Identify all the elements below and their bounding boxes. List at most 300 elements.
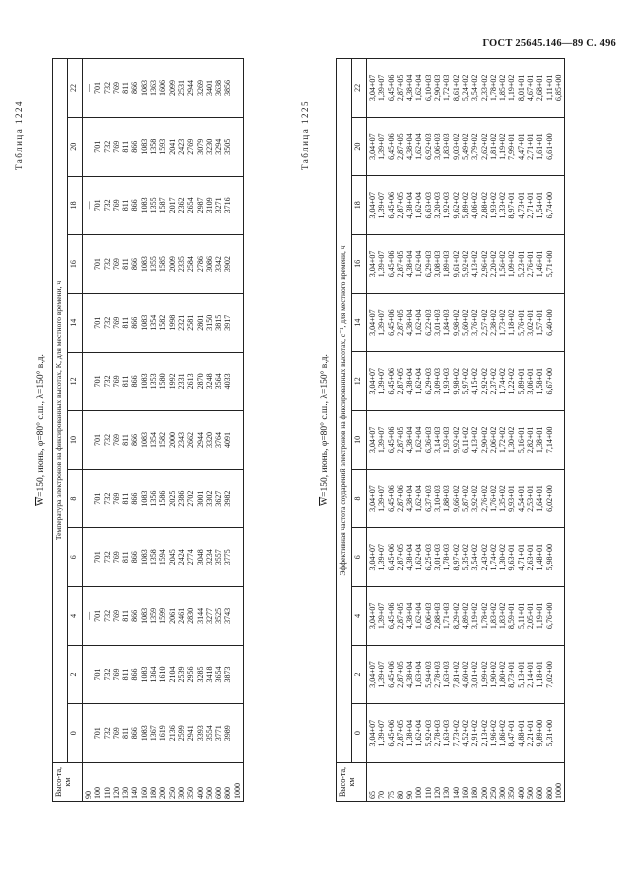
table-value: 1,96+02: [488, 719, 498, 747]
table-value: 3764: [214, 431, 224, 448]
table-value: 3150: [204, 314, 214, 331]
table-value: 866: [130, 727, 140, 740]
table-value: 1,39+07: [377, 367, 387, 395]
height-value: 200: [479, 787, 489, 799]
table-value: 732: [102, 375, 112, 388]
table-value: 3001: [195, 490, 205, 507]
table-value: 769: [111, 258, 121, 271]
height-value: 65: [368, 791, 377, 799]
height-value: 180: [470, 787, 480, 799]
table-value: 7,81+02: [451, 661, 461, 688]
height-value: 90: [405, 791, 415, 799]
table-value: 1587: [158, 197, 168, 214]
table-value: 1,83+03: [442, 133, 452, 160]
table-value: 1,63+03: [442, 661, 452, 688]
hour-column-cell: [83, 469, 244, 528]
hour-header: 2: [352, 645, 367, 704]
table-value: 3048: [195, 549, 205, 566]
table-value: 2,76+02: [479, 485, 489, 512]
table-value: 1,62+04: [414, 192, 424, 219]
table-value: 3418: [204, 666, 214, 683]
table-value: 2,78+03: [433, 719, 443, 747]
table-1224-label: Таблица 1224: [14, 100, 24, 170]
table-value: 3401: [204, 79, 214, 96]
table-value: 701: [93, 433, 103, 446]
table-value: 1,83+02: [488, 602, 498, 630]
table-value: 1,78+03: [442, 543, 452, 571]
table-value: 701: [93, 727, 103, 740]
table-value: 2331: [176, 373, 186, 390]
hour-column-cell: [83, 293, 244, 352]
table-value: 1,19+02: [507, 74, 517, 102]
hour-column-cell: [367, 117, 565, 176]
height-value: 250: [488, 787, 498, 799]
hour-column-cell: [83, 352, 244, 411]
table-value: 2539: [176, 666, 186, 683]
table-value: 701: [93, 316, 103, 329]
table-value: 1,39+07: [377, 192, 387, 219]
hour-header: 22: [352, 59, 367, 118]
table-value: 6,25+03: [423, 543, 433, 571]
table-value: 701: [93, 551, 103, 564]
table-value: 1,74+02: [488, 543, 498, 571]
table-value: 2,87+05: [395, 309, 405, 336]
table-value: 9,63+01: [507, 543, 517, 571]
table-value: 2461: [176, 607, 186, 624]
table-value: 6,45+06: [386, 74, 396, 102]
table-value: 1,90+02: [488, 661, 498, 688]
table-value: 1,62+04: [414, 543, 424, 571]
table-value: 1,30+02: [507, 426, 517, 454]
table-value: 3,20+03: [433, 192, 443, 219]
hour-column-cell: [367, 293, 565, 352]
table-value: [554, 413, 563, 467]
table-value: 1,76+02: [488, 485, 498, 512]
table-value: 2,21+01: [526, 719, 536, 747]
table-value: 1083: [139, 256, 149, 273]
table-value: 866: [130, 433, 140, 446]
table-value: 3,06+01: [526, 367, 536, 395]
table-value: 7,73+02: [451, 719, 461, 747]
table-value: 6,45+06: [386, 661, 396, 688]
table-value: 4,47+01: [516, 133, 526, 160]
table-value: 1,93+02: [488, 192, 498, 219]
table-value: 866: [130, 140, 140, 153]
table-value: —: [84, 201, 93, 210]
height-value: 160: [460, 787, 470, 799]
hour-header: 4: [68, 587, 83, 646]
table-value: 732: [102, 727, 112, 740]
table-value: —: [84, 611, 93, 620]
table-value: [554, 237, 563, 291]
table-1224-title: [36, 50, 46, 810]
table-row: [83, 59, 244, 802]
standard-designation: ГОСТ 25645.146—89 С. 496: [482, 38, 616, 49]
table-value: 3234: [204, 549, 214, 566]
table-value: 8,59+01: [507, 602, 517, 630]
table-value: [554, 120, 563, 174]
table-value: 2941: [186, 725, 196, 742]
table-value: 769: [111, 668, 121, 681]
table-value: 2944: [195, 431, 205, 448]
table-value: 3,04+07: [368, 74, 377, 102]
hour-header: 4: [352, 587, 367, 646]
hour-header: 8: [352, 469, 367, 528]
table-value: 4,89+02: [460, 602, 470, 630]
table-value: 9,93+01: [507, 485, 517, 512]
table-value: 732: [102, 81, 112, 94]
table-value: 1,62+04: [414, 133, 424, 160]
hour-header: 12: [68, 352, 83, 411]
table-value: 4,38+04: [405, 250, 415, 278]
table-value: 6,45+06: [386, 367, 396, 395]
table-value: 3,10+03: [433, 485, 443, 512]
table-value: 3,04+07: [368, 426, 377, 454]
hour-header: 20: [352, 117, 367, 176]
table-value: 5,87+02: [460, 485, 470, 512]
hour-column-cell: [367, 352, 565, 411]
table-value: 2,06+02: [488, 426, 498, 454]
table-value: 2,43+02: [479, 543, 489, 571]
table-value: 3285: [195, 666, 205, 683]
table-value: 2343: [176, 431, 186, 448]
table-value: 1,58+01: [535, 367, 545, 395]
table-value: 701: [93, 492, 103, 505]
table-value: 1582: [158, 431, 168, 448]
table-value: 2,53+01: [526, 485, 536, 512]
table-value: 8,47+01: [507, 719, 517, 747]
table-value: [554, 178, 563, 232]
table-value: 4,06+02: [470, 192, 480, 219]
table-value: 2,87+05: [395, 719, 405, 747]
table-value: 9,03+02: [451, 133, 461, 160]
table-value: 1,92+03: [442, 192, 452, 219]
table-value: [554, 530, 563, 584]
table-value: 1,19+01: [535, 602, 545, 630]
height-value: 1000: [553, 783, 563, 799]
table-value: 6,22+03: [423, 309, 433, 336]
table-value: 6,45+06: [386, 543, 396, 571]
table-value: 4,38+04: [405, 485, 415, 512]
table-value: 2,78+03: [433, 661, 443, 688]
table-value: 866: [130, 199, 140, 212]
table-1224-caption: Температура электронов на фиксированных высотах, K, для местного времени, ч: [53, 59, 68, 763]
table-value: 866: [130, 375, 140, 388]
table-value: 6,61+00: [544, 133, 554, 160]
table-value: 2531: [176, 79, 186, 96]
table-value: 811: [121, 668, 131, 681]
table-value: [554, 706, 563, 760]
table-value: 2,38+02: [488, 309, 498, 336]
table-value: 811: [121, 375, 131, 388]
table-value: 3294: [214, 138, 224, 155]
table-value: 2,87+06: [395, 485, 405, 512]
table-value: 2025: [167, 490, 177, 507]
table-value: [84, 530, 93, 584]
table-value: 1585: [158, 256, 168, 273]
table-value: 2,92+02: [479, 367, 489, 395]
table-value: 3525: [214, 607, 224, 624]
table-1225: [336, 58, 565, 802]
table-value: 1,63+04: [414, 661, 424, 688]
hour-header: 18: [68, 176, 83, 235]
table-value: 2,91+02: [470, 719, 480, 747]
table-value: 1,74+02: [498, 367, 508, 395]
table-value: 1,62+04: [414, 309, 424, 336]
table-value: 3,04+07: [368, 192, 377, 219]
table-value: 4091: [223, 431, 233, 448]
table-value: 2,87+05: [395, 250, 405, 278]
table-value: [84, 706, 93, 760]
table-value: 1,86+02: [498, 719, 508, 747]
table-value: 769: [111, 375, 121, 388]
table-value: 4,54+01: [516, 485, 526, 512]
table-value: 1610: [158, 666, 168, 683]
table-value: 4,38+04: [405, 192, 415, 219]
table-value: 2,57+02: [479, 309, 489, 336]
hour-column-cell: [367, 176, 565, 235]
table-value: 2,14+01: [526, 661, 536, 688]
table-value: 5,60+02: [460, 309, 470, 336]
table-value: 732: [102, 316, 112, 329]
hour-header: 6: [352, 528, 367, 587]
table-value: 3248: [204, 373, 214, 390]
table-value: 701: [93, 81, 103, 94]
table-value: 3,01+03: [433, 309, 443, 336]
table-value: 1354: [149, 431, 159, 448]
height-value: 120: [111, 787, 121, 799]
table-value: 3654: [214, 666, 224, 683]
table-value: 8,97+02: [451, 543, 461, 571]
table-value: 1,39+07: [377, 543, 387, 571]
table-value: 4,13+02: [470, 250, 480, 278]
table-value: 2599: [176, 725, 186, 742]
table-value: 1083: [139, 197, 149, 214]
table-value: 8,61+02: [451, 74, 461, 102]
height-value: 400: [195, 787, 205, 799]
table-value: 5,11+01: [516, 602, 526, 629]
table-value: 5,92+03: [423, 719, 433, 747]
table-row: [367, 59, 565, 802]
table-value: 1,62+04: [414, 367, 424, 395]
table-value: 3,14+03: [433, 426, 443, 454]
table-value: 1,19+02: [498, 133, 508, 160]
hour-column-cell: [367, 59, 565, 118]
table-value: 8,29+02: [451, 602, 461, 630]
table-value: 3,06+03: [433, 133, 443, 160]
table-value: 8,01+01: [516, 74, 526, 102]
table-value: 1083: [139, 666, 149, 683]
hour-column-cell: [83, 176, 244, 235]
hour-column-cell: [83, 59, 244, 118]
table-value: 1,38+01: [535, 426, 545, 454]
table-value: 9,98+02: [451, 367, 461, 395]
table-value: 4,15+02: [470, 367, 480, 395]
height-value: 350: [507, 787, 517, 799]
table-value: 3,54+02: [470, 543, 480, 571]
hour-column-cell: [367, 645, 565, 704]
table-value: 1083: [139, 314, 149, 331]
table-value: 732: [102, 258, 112, 271]
table-value: 2424: [176, 549, 186, 566]
table-value: 2,05+01: [526, 602, 536, 630]
table-value: 1,39+07: [377, 661, 387, 688]
hour-header: 14: [352, 293, 367, 352]
table-value: 6,92+03: [423, 133, 433, 160]
table-value: 1,88+03: [442, 485, 452, 512]
table-value: 2870: [195, 373, 205, 390]
table-value: 701: [93, 199, 103, 212]
hour-column-cell: [83, 645, 244, 704]
table-value: 2045: [167, 549, 177, 566]
table-value: 3716: [223, 197, 233, 214]
table-value: 2944: [186, 79, 196, 96]
table-value: 732: [102, 492, 112, 505]
height-value: 200: [158, 787, 168, 799]
table-value: 2423: [176, 138, 186, 155]
table-value: 3109: [204, 197, 214, 214]
table-value: 866: [130, 551, 140, 564]
table-value: 1,33+02: [498, 192, 508, 219]
table-value: 4,71+01: [516, 543, 526, 571]
height-value: 500: [526, 787, 536, 799]
table-value: 866: [130, 316, 140, 329]
height-value: 110: [423, 787, 433, 799]
height-value: 500: [204, 787, 214, 799]
table-value: 5,23+01: [516, 250, 526, 278]
height-value: 800: [544, 787, 554, 799]
table-value: 3627: [214, 490, 224, 507]
table-value: 2,87+05: [395, 543, 405, 571]
height-value: 600: [214, 787, 224, 799]
table-value: 7,99+01: [507, 133, 517, 160]
table-value: 2,90+03: [433, 74, 443, 102]
table-value: 1,62+04: [414, 426, 424, 454]
table-value: 1,39+07: [377, 309, 387, 336]
table-value: 5,16+01: [516, 426, 526, 454]
table-value: 4,67+01: [526, 74, 536, 102]
table-value: 1,48+01: [535, 543, 545, 571]
table-value: 1359: [149, 607, 159, 624]
table-value: 6,45+06: [386, 133, 396, 160]
table-value: 4,38+04: [405, 661, 415, 688]
table-value: 2,87+05: [395, 367, 405, 395]
height-value: 300: [498, 787, 508, 799]
table-value: 2654: [186, 197, 196, 214]
table-value: 3,76+02: [470, 309, 480, 336]
table-value: 2,87+05: [395, 426, 405, 454]
table-value: 769: [111, 199, 121, 212]
table-value: 6,45+06: [386, 309, 396, 336]
title-params: =150, июнь, φ=80° с.ш., λ=150° в.д.: [36, 354, 46, 497]
table-value: 811: [121, 727, 131, 740]
hour-header: 16: [68, 235, 83, 294]
table-value: 3873: [223, 666, 233, 683]
table-value: 1,73+02: [498, 309, 508, 336]
height-value: 140: [130, 787, 140, 799]
table-value: 2769: [186, 138, 196, 155]
table-value: 1,46+01: [535, 250, 545, 278]
table-value: 4,60+02: [460, 661, 470, 688]
table-value: 3,19+02: [470, 602, 480, 630]
table-value: 1,61+01: [535, 133, 545, 160]
table-value: —: [84, 83, 93, 92]
table-value: 811: [121, 140, 131, 153]
table-value: 2,82+01: [526, 426, 536, 454]
table-value: 3,04+07: [368, 719, 377, 747]
table-value: 1083: [139, 490, 149, 507]
table-value: 701: [93, 668, 103, 681]
table-value: 3,01+02: [470, 661, 480, 688]
table-value: 1,64+01: [535, 485, 545, 512]
table-value: 3320: [204, 431, 214, 448]
height-value: 250: [167, 787, 177, 799]
table-value: 5,98+00: [544, 543, 554, 571]
table-value: 1083: [139, 725, 149, 742]
table-value: 6,02+00: [544, 485, 554, 512]
table-1224: [52, 58, 244, 802]
table-value: 5,92+02: [460, 250, 470, 278]
table-value: 6,40+00: [544, 309, 554, 336]
table-value: 3,04+07: [368, 250, 377, 278]
table-value: 4,38+04: [405, 367, 415, 395]
table-value: 1,22+02: [507, 367, 517, 395]
height-value: 100: [93, 787, 103, 799]
table-value: 1,39+07: [377, 485, 387, 512]
table-value: 1,63+03: [442, 719, 452, 747]
table-value: 5,94+03: [423, 661, 433, 688]
table-value: 3342: [214, 256, 224, 273]
table-value: 3989: [223, 725, 233, 742]
table-value: 1,62+04: [414, 719, 424, 747]
table-value: 1083: [139, 607, 149, 624]
table-value: 3,04+07: [368, 543, 377, 571]
table-value: 701: [93, 609, 103, 622]
table-value: 1083: [139, 549, 149, 566]
table-value: 1,71+03: [442, 602, 452, 630]
table-value: 2099: [167, 79, 177, 96]
hour-column-cell: [83, 587, 244, 646]
table-value: 1,83+02: [498, 602, 508, 630]
table-value: 811: [121, 199, 131, 212]
table-value: 2,37+02: [488, 367, 498, 395]
table-value: 2,87+05: [395, 192, 405, 219]
table-value: 2,88+02: [479, 192, 489, 219]
table-value: 3,02+01: [526, 309, 536, 336]
table-value: 3,92+02: [470, 485, 480, 512]
table-value: 1,39+07: [377, 719, 387, 747]
table-value: 2009: [167, 256, 177, 273]
table-value: 2,20+02: [488, 250, 498, 278]
table-value: 811: [121, 610, 131, 622]
table-value: 3,04+07: [368, 602, 377, 630]
hours-header-row: [352, 59, 367, 802]
table-value: 1354: [149, 314, 159, 331]
height-value: 300: [176, 787, 186, 799]
height-value: 350: [186, 787, 196, 799]
hour-header: 0: [68, 704, 83, 763]
table-value: 1,30+02: [498, 543, 508, 571]
table-value: 1,93+03: [442, 367, 452, 395]
table-value: 1606: [158, 79, 168, 96]
table-value: 1,18+01: [535, 661, 545, 688]
table-value: 6,11+02: [460, 426, 470, 453]
hour-header: 10: [352, 411, 367, 470]
table-value: [84, 120, 93, 174]
table-value: 3902: [223, 256, 233, 273]
table-value: 3815: [214, 314, 224, 331]
table-value: [554, 296, 563, 350]
